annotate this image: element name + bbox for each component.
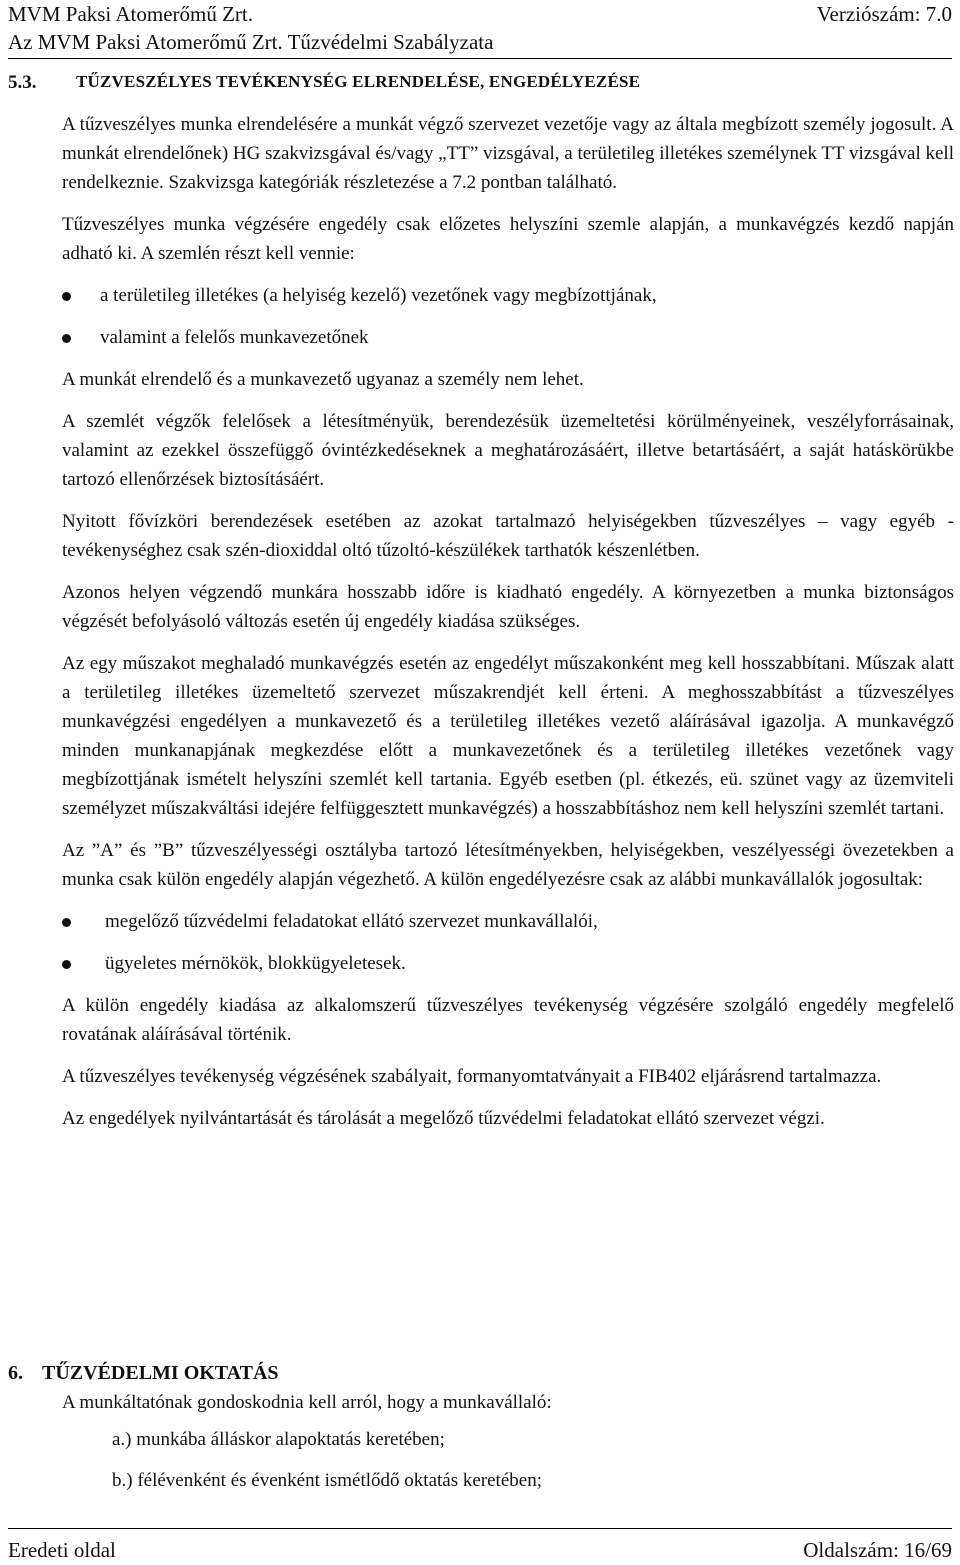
paragraph-7: Az egy műszakot meghaladó munkavégzés esetén az engedélyt műszakonként meg kell hosszabbítani. Műszak alatt a területileg illetékes üzemeltető szervezet műszakrendjét kell érteni. A meghosszabbítást a tűzveszélyes munkavégzési engedélyen a munkavezető és a területileg illetékes vezető aláírásával igazolja. A munkavégző minden munkanapjának megkezdése előtt a munkavezetőnek és a területileg illetékes vezetőnek vagy megbízottjának ismételt helyszíni szemlét kell tartania. Egyéb esetben (pl. étkezés, eü. szünet vagy az üzemviteli személyzet műszakváltási idejére felfüggesztett munkavégzés) a hosszabbításhoz nem kell helyszíni szemlét tartani. <box>62 653 954 819</box>
paragraph-2: Tűzveszélyes munka végzésére engedély csak előzetes helyszíni szemle alapján, a munkavégzés kezdő napján adható ki. A szemlén részt kell vennie: <box>62 214 954 264</box>
paragraph-3: A munkát elrendelő és a munkavezető ugyanaz a személy nem lehet. <box>62 369 584 390</box>
paragraph-1: A tűzveszélyes munka elrendelésére a munkát végző szervezet vezetője vagy az általa megbízott személy jogosult. A munkát elrendelőnek) HG szakvizsgával és/vagy „TT” vizsgával, a területileg illetékes személynek TT vizsgával kell rendelkeznie. Szakvizsga kategóriák részletezése a 7.2 pontban található. <box>62 114 954 193</box>
paragraph-11: Az engedélyek nyilvántartását és tárolását a megelőző tűzvédelmi feladatokat ellátó szervezet végzi. <box>62 1108 825 1129</box>
section-body <box>62 110 954 1146</box>
list-item <box>62 907 954 936</box>
footer-divider <box>8 1528 952 1529</box>
list-item <box>62 949 954 978</box>
bullet-icon <box>62 918 71 927</box>
section-6-title: TŰZVÉDELMI OKTATÁS <box>42 1362 279 1384</box>
list-item-text: megelőző tűzvédelmi feladatokat ellátó szervezet munkavállalói, <box>105 911 598 932</box>
footer-page-number: Oldalszám: 16/69 <box>803 1538 952 1562</box>
section-6-number: 6. <box>8 1362 23 1384</box>
header-document-title: Az MVM Paksi Atomerőmű Zrt. Tűzvédelmi Szabályzata <box>8 30 494 54</box>
header-company: MVM Paksi Atomerőmű Zrt. <box>8 2 253 26</box>
section-6-heading <box>8 1362 279 1385</box>
header-divider <box>8 58 952 59</box>
page-footer <box>0 1528 960 1565</box>
list-item <box>62 323 954 352</box>
paragraph-8: Az ”A” és ”B” tűzveszélyességi osztályba tartozó létesítményekben, helyiségekben, veszélyességi övezetekben a munka csak külön engedély alapján végezhető. A külön engedélyezésre csak az alábbi munkavállalók jogosultak: <box>62 840 954 890</box>
bullet-icon <box>62 334 71 343</box>
list-item <box>62 281 954 310</box>
section-6-body <box>62 1388 954 1507</box>
header-version: Verziószám: 7.0 <box>816 2 952 26</box>
bullet-icon <box>62 292 71 301</box>
list-item-text: a területileg illetékes (a helyiség kezelő) vezetőnek vagy megbízottjának, <box>100 285 657 306</box>
paragraph-9: A külön engedély kiadása az alkalomszerű tűzveszélyes tevékenység végzésére szolgáló engedély megfelelő rovatának aláírásával történik. <box>62 995 954 1045</box>
section-title: TŰZVESZÉLYES TEVÉKENYSÉG ELRENDELÉSE, ENGEDÉLYEZÉSE <box>76 72 641 91</box>
list-item-text: valamint a felelős munkavezetőnek <box>100 327 369 348</box>
list-item: a.) munkába álláskor alapoktatás keretében; <box>112 1429 445 1450</box>
section-number: 5.3. <box>8 72 37 93</box>
list-item: b.) félévenként és évenként ismétlődő oktatás keretében; <box>112 1470 542 1491</box>
list-item-text: ügyeletes mérnökök, blokkügyeletesek. <box>105 953 406 974</box>
page-header <box>8 0 952 59</box>
footer-original-label: Eredeti oldal <box>8 1538 116 1562</box>
bullet-icon <box>62 960 71 969</box>
paragraph-4: A szemlét végzők felelősek a létesítményük, berendezésük üzemeltetési körülményeinek, veszélyforrásainak, valamint az ezekkel összefüggő óvintézkedéseknek a meghatározásáért, illetve betartásáért, a saját hatáskörükbe tartozó ellenőrzések biztosításáért. <box>62 411 954 490</box>
paragraph-5: Nyitott fővízköri berendezések esetében az azokat tartalmazó helyiségekben tűzveszélyes – vagy egyéb - tevékenységhez csak szén-dioxiddal oltó tűzoltó-készülékek tarthatók készenlétben. <box>62 511 954 561</box>
paragraph-10: A tűzveszélyes tevékenység végzésének szabályait, formanyomtatványait a FIB402 eljárásrend tartalmazza. <box>62 1066 882 1087</box>
section-6-intro: A munkáltatónak gondoskodnia kell arról, hogy a munkavállaló: <box>62 1392 552 1413</box>
paragraph-6: Azonos helyen végzendő munkára hosszabb időre is kiadható engedély. A környezetben a munka biztonságos végzését befolyásoló változás esetén új engedély kiadása szükséges. <box>62 582 954 632</box>
